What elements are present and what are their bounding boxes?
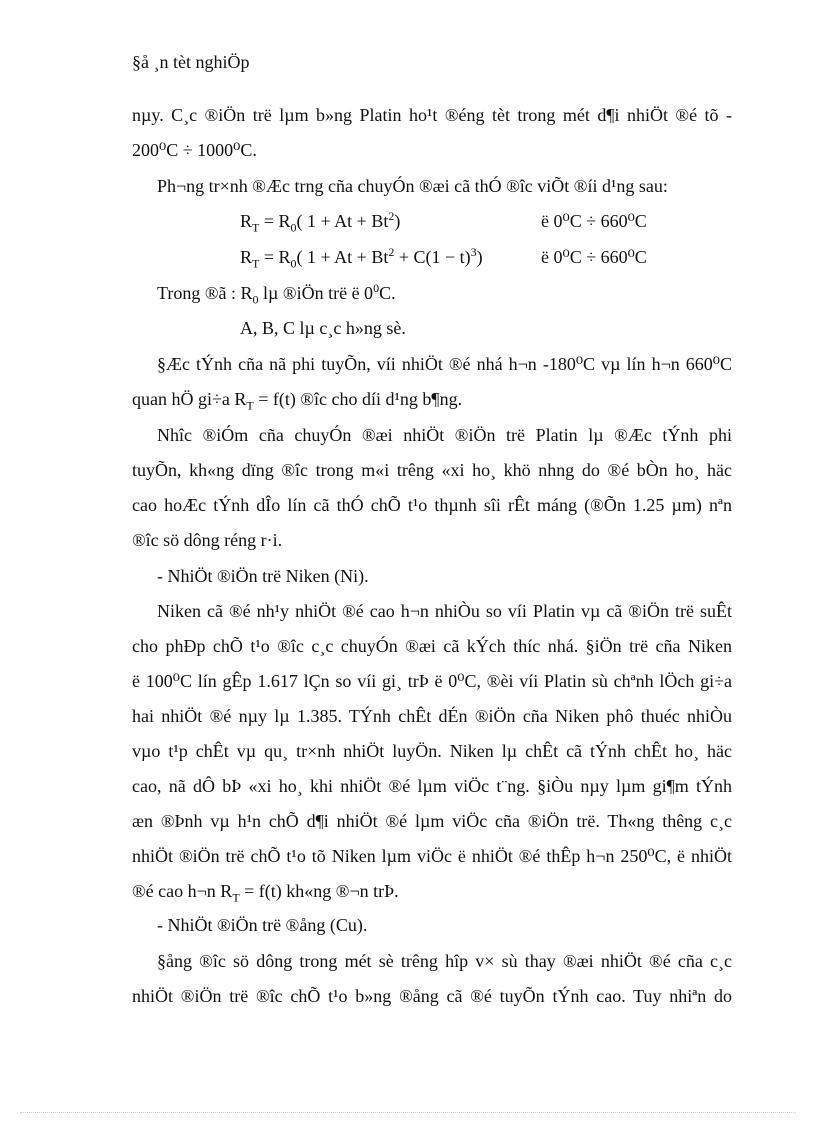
text-line: Nhîc ®iÓm cña chuyÓn ®æi nhiÖt ®iÖn trë Platin lµ ®Æc tÝnh phi bbox=[157, 425, 732, 445]
page-bottom-rule bbox=[20, 1112, 796, 1113]
text-line: Niken cã ®é nh¹y nhiÖt ®é cao h¬n nhiÒu so víi Platin vµ cã ®iÖn trë suÊt bbox=[157, 601, 732, 621]
text-line: nhiÖt ®iÖn trë ®îc chÕ t¹o b»ng ®ång cã ®é tuyÕn tÝnh cao. Tuy nhiªn do bbox=[132, 986, 732, 1006]
equations-intro: Ph¬ng tr×nh ®Æc trng cña chuyÓn ®æi cã thÓ ®îc viÕt ®íi d¹ng sau: bbox=[157, 176, 668, 196]
page-header: §å ¸n tèt nghiÖp bbox=[132, 52, 250, 72]
text-line: tuyÕn, kh«ng dïng ®îc trong m«i trêng «xi ho¸ khö nhng do ®é bÒn ho¸ häc bbox=[132, 460, 732, 480]
text-line: cao hoÆc tÝnh dÎo lín cã thÓ chÕ t¹o thµnh sîi rÊt máng (®Õn 1.25 µm) nªn bbox=[132, 495, 732, 515]
text-line: quan hÖ gi÷a $R_T = f(t)$ ®îc cho díi d¹ng b¶ng. bbox=[132, 389, 463, 413]
equation-1-range: ë 0⁰C ÷ 660⁰C bbox=[541, 211, 647, 231]
where-line: Trong ®ã : $R_0$ lµ ®iÖn trë ë $0^0C$. bbox=[157, 281, 396, 307]
bullet-niken: - NhiÖt ®iÖn trë Niken (Ni). bbox=[157, 566, 369, 586]
text-line: §Æc tÝnh cña nã phi tuyÕn, víi nhiÖt ®é nhá h¬n -180⁰C vµ lín h¬n 660⁰C bbox=[157, 354, 732, 374]
text-line: cho phÐp chÕ t¹o ®îc c¸c chuyÓn ®æi cã kÝch thíc nhá. §iÖn trë cña Niken bbox=[132, 636, 732, 656]
text-line: vµo t¹p chÊt vµ qu¸ tr×nh nhiÖt luyÖn. Niken lµ chÊt cã tÝnh chÊt ho¸ häc bbox=[132, 741, 732, 761]
text-line: nhiÖt ®iÖn trë chÕ t¹o tõ Niken lµm viÖc ë nhiÖt ®é thÊp h¬n 250⁰C, ë nhiÖt bbox=[132, 846, 732, 866]
text-line: ®îc sö dông réng r·i. bbox=[132, 530, 283, 550]
equation-1: $R_T = R_0$( $1 + At + Bt^2$) bbox=[240, 209, 401, 235]
text-line: ë 100⁰C lín gÊp 1.617 lÇn so víi gi¸ trÞ ë 0⁰C, ®èi víi Platin sù chªnh lÖch gi÷a bbox=[132, 671, 732, 691]
text-line: ®é cao h¬n $R_T = f(t)$ kh«ng ®¬n trÞ. bbox=[132, 881, 399, 905]
text-line: §ång ®îc sö dông trong mét sè trêng hîp v× sù thay ®æi nhiÖt ®é cña c¸c bbox=[157, 951, 732, 971]
equation-2-range: ë 0⁰C ÷ 660⁰C bbox=[541, 247, 647, 267]
bullet-dong: - NhiÖt ®iÖn trë ®ång (Cu). bbox=[157, 915, 368, 935]
text-line: cao, nã dÔ bÞ «xi ho¸ khi nhiÖt ®é lµm viÖc t¨ng. §iÒu nµy lµm gi¶m tÝnh bbox=[132, 776, 732, 796]
text-line: 200⁰C ÷ 1000⁰C. bbox=[132, 140, 257, 160]
text-line: nµy. C¸c ®iÖn trë lµm b»ng Platin ho¹t ®éng tèt trong mét d¶i nhiÖt ®é tõ - bbox=[132, 105, 732, 125]
constants-line: A, B, C lµ c¸c h»ng sè. bbox=[240, 318, 406, 338]
text-line: hai nhiÖt ®é nµy lµ 1.385. TÝnh chÊt dÉn ®iÖn cña Niken phô thuéc nhiÒu bbox=[132, 706, 732, 726]
text-line: æn ®Þnh vµ h¹n chÕ d¶i nhiÖt ®é lµm viÖc cña ®iÖn trë. Th«ng thêng c¸c bbox=[132, 811, 732, 831]
equation-2: $R_T = R_0$( $1 + At + Bt^2 + C(1 - t)^3$) bbox=[240, 245, 483, 271]
